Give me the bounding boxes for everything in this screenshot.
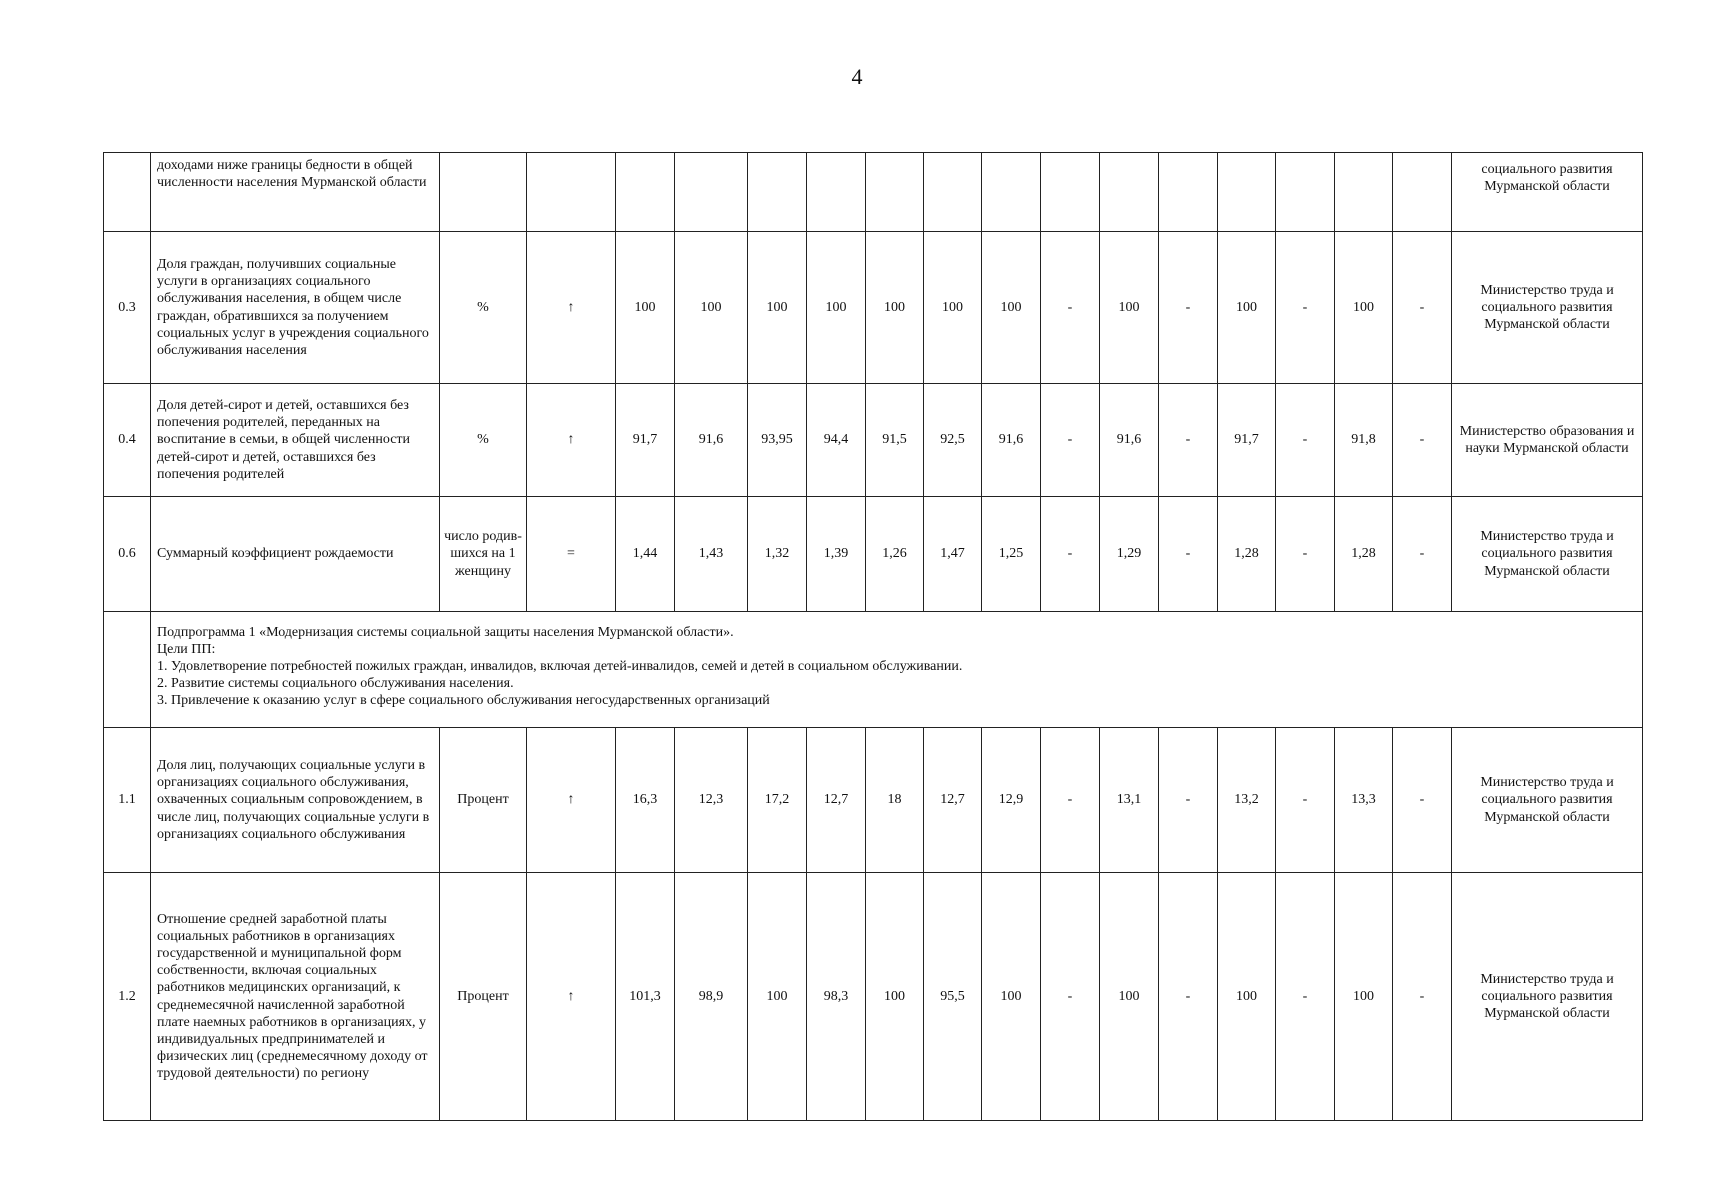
value-cell	[866, 153, 924, 232]
value-cell: 91,7	[616, 384, 675, 497]
value-cell: 16,3	[616, 728, 675, 873]
table-row	[104, 873, 1643, 1121]
row-number: 0.4	[104, 384, 151, 497]
trend-indicator: =	[527, 497, 616, 612]
value-cell: 1,32	[748, 497, 807, 612]
value-cell: 12,7	[807, 728, 866, 873]
row-number-cell	[104, 612, 151, 728]
subprogram-row	[104, 612, 1643, 728]
row-number: 0.3	[104, 232, 151, 384]
value-cell: 100	[1335, 232, 1393, 384]
value-cell	[675, 153, 748, 232]
value-cell: 91,5	[866, 384, 924, 497]
unit-of-measure: Процент	[440, 873, 527, 1121]
value-cell: -	[1159, 384, 1218, 497]
value-cell: 13,1	[1100, 728, 1159, 873]
trend-indicator: ↑	[527, 384, 616, 497]
value-cell	[1100, 153, 1159, 232]
subprogram-description	[151, 612, 1643, 728]
value-cell: 100	[1100, 873, 1159, 1121]
value-cell: 100	[982, 232, 1041, 384]
value-cell: 100	[866, 873, 924, 1121]
indicators-table	[103, 152, 1643, 1121]
value-cell: 91,6	[1100, 384, 1159, 497]
unit-of-measure: %	[440, 232, 527, 384]
value-cell: 1,28	[1218, 497, 1276, 612]
subprogram-goal: 2. Развитие системы социального обслуживания населения.	[157, 676, 514, 692]
indicator-name: Отношение средней заработной платы социальных работников в организациях государственной и муниципальной форм собственности, включая социальных работников медицинских организаций, к среднемесячной начисленной заработной плате наемных работников в организациях, у индивидуальных предпринимателей и физических лиц (среднемесячному доходу от трудовой деятельности) по региону	[151, 873, 440, 1121]
unit-of-measure: число родив-шихся на 1 женщину	[440, 497, 527, 612]
value-cell: 98,9	[675, 873, 748, 1121]
unit-of-measure	[440, 153, 527, 232]
value-cell	[924, 153, 982, 232]
trend-indicator: ↑	[527, 728, 616, 873]
value-cell: 91,7	[1218, 384, 1276, 497]
value-cell: 100	[1218, 232, 1276, 384]
value-cell: -	[1276, 873, 1335, 1121]
value-cell: 12,7	[924, 728, 982, 873]
value-cell: 1,43	[675, 497, 748, 612]
value-cell: -	[1041, 873, 1100, 1121]
table-row	[104, 153, 1643, 232]
trend-indicator: ↑	[527, 232, 616, 384]
value-cell: -	[1393, 728, 1452, 873]
value-cell	[1335, 153, 1393, 232]
value-cell	[1041, 153, 1100, 232]
responsible-agency: социального развития Мурманской области	[1452, 153, 1643, 232]
indicator-name: доходами ниже границы бедности в общей численности населения Мурманской области	[151, 153, 440, 232]
value-cell: 13,3	[1335, 728, 1393, 873]
value-cell: 100	[748, 873, 807, 1121]
row-number	[104, 153, 151, 232]
value-cell: 12,9	[982, 728, 1041, 873]
value-cell: 17,2	[748, 728, 807, 873]
value-cell	[1159, 153, 1218, 232]
indicator-name: Суммарный коэффициент рождаемости	[151, 497, 440, 612]
value-cell	[982, 153, 1041, 232]
indicator-name: Доля лиц, получающих социальные услуги в организациях социального обслуживания, охваченных социальным сопровождением, в числе лиц, получающих социальные услуги в организациях социального обслуживания	[151, 728, 440, 873]
value-cell: 100	[1100, 232, 1159, 384]
value-cell: -	[1041, 384, 1100, 497]
value-cell: 13,2	[1218, 728, 1276, 873]
value-cell	[748, 153, 807, 232]
value-cell: 1,29	[1100, 497, 1159, 612]
value-cell: -	[1159, 232, 1218, 384]
value-cell: 100	[982, 873, 1041, 1121]
value-cell: 1,47	[924, 497, 982, 612]
subprogram-goal: 3. Привлечение к оказанию услуг в сфере социального обслуживания негосударственных организаций	[157, 693, 770, 709]
unit-of-measure: Процент	[440, 728, 527, 873]
value-cell: 100	[866, 232, 924, 384]
value-cell	[807, 153, 866, 232]
value-cell: 1,25	[982, 497, 1041, 612]
value-cell: 1,44	[616, 497, 675, 612]
value-cell: 100	[807, 232, 866, 384]
value-cell: 100	[675, 232, 748, 384]
value-cell: 1,26	[866, 497, 924, 612]
value-cell: -	[1276, 232, 1335, 384]
value-cell: -	[1393, 384, 1452, 497]
value-cell	[1393, 153, 1452, 232]
value-cell: 98,3	[807, 873, 866, 1121]
value-cell: 91,8	[1335, 384, 1393, 497]
row-number: 0.6	[104, 497, 151, 612]
row-number: 1.1	[104, 728, 151, 873]
value-cell: 100	[924, 232, 982, 384]
value-cell: 94,4	[807, 384, 866, 497]
value-cell: 12,3	[675, 728, 748, 873]
indicator-name: Доля граждан, получивших социальные услуги в организациях социального обслуживания населения, в общем числе граждан, обратившихся за получением социальных услуг в учреждения социального обслуживания населения	[151, 232, 440, 384]
value-cell: -	[1159, 873, 1218, 1121]
page-number: 4	[851, 64, 863, 89]
value-cell: -	[1393, 873, 1452, 1121]
value-cell: 91,6	[982, 384, 1041, 497]
responsible-agency: Министерство труда и социального развития Мурманской области	[1452, 232, 1643, 384]
responsible-agency: Министерство труда и социального развития Мурманской области	[1452, 497, 1643, 612]
value-cell: 1,28	[1335, 497, 1393, 612]
value-cell	[1276, 153, 1335, 232]
value-cell: 91,6	[675, 384, 748, 497]
value-cell: -	[1276, 497, 1335, 612]
value-cell: -	[1159, 497, 1218, 612]
value-cell: -	[1393, 232, 1452, 384]
value-cell: 95,5	[924, 873, 982, 1121]
responsible-agency: Министерство труда и социального развития Мурманской области	[1452, 728, 1643, 873]
indicator-name: Доля детей-сирот и детей, оставшихся без попечения родителей, переданных на воспитание в семьи, в общей численности детей-сирот и детей, оставшихся без попечения родителей	[151, 384, 440, 497]
subprogram-goals-label: Цели ПП:	[157, 642, 216, 658]
value-cell: 100	[748, 232, 807, 384]
value-cell: 100	[1218, 873, 1276, 1121]
row-number: 1.2	[104, 873, 151, 1121]
value-cell: -	[1159, 728, 1218, 873]
value-cell	[616, 153, 675, 232]
unit-of-measure: %	[440, 384, 527, 497]
value-cell: -	[1041, 497, 1100, 612]
value-cell: 93,95	[748, 384, 807, 497]
table-row	[104, 232, 1643, 384]
value-cell: 18	[866, 728, 924, 873]
value-cell: -	[1276, 384, 1335, 497]
value-cell: 100	[1335, 873, 1393, 1121]
responsible-agency: Министерство образования и науки Мурманской области	[1452, 384, 1643, 497]
value-cell: -	[1393, 497, 1452, 612]
value-cell: -	[1276, 728, 1335, 873]
table-row	[104, 497, 1643, 612]
value-cell: 1,39	[807, 497, 866, 612]
value-cell: 92,5	[924, 384, 982, 497]
trend-indicator	[527, 153, 616, 232]
table-row	[104, 384, 1643, 497]
subprogram-title: Подпрограмма 1 «Модернизация системы социальной защиты населения Мурманской области».	[157, 625, 734, 640]
subprogram-goal: 1. Удовлетворение потребностей пожилых граждан, инвалидов, включая детей-инвалидов, семей и детей в социальном обслуживании.	[157, 659, 963, 675]
trend-indicator: ↑	[527, 873, 616, 1121]
responsible-agency: Министерство труда и социального развития Мурманской области	[1452, 873, 1643, 1121]
value-cell: -	[1041, 728, 1100, 873]
table-row	[104, 728, 1643, 873]
value-cell: -	[1041, 232, 1100, 384]
value-cell: 100	[616, 232, 675, 384]
value-cell	[1218, 153, 1276, 232]
value-cell: 101,3	[616, 873, 675, 1121]
